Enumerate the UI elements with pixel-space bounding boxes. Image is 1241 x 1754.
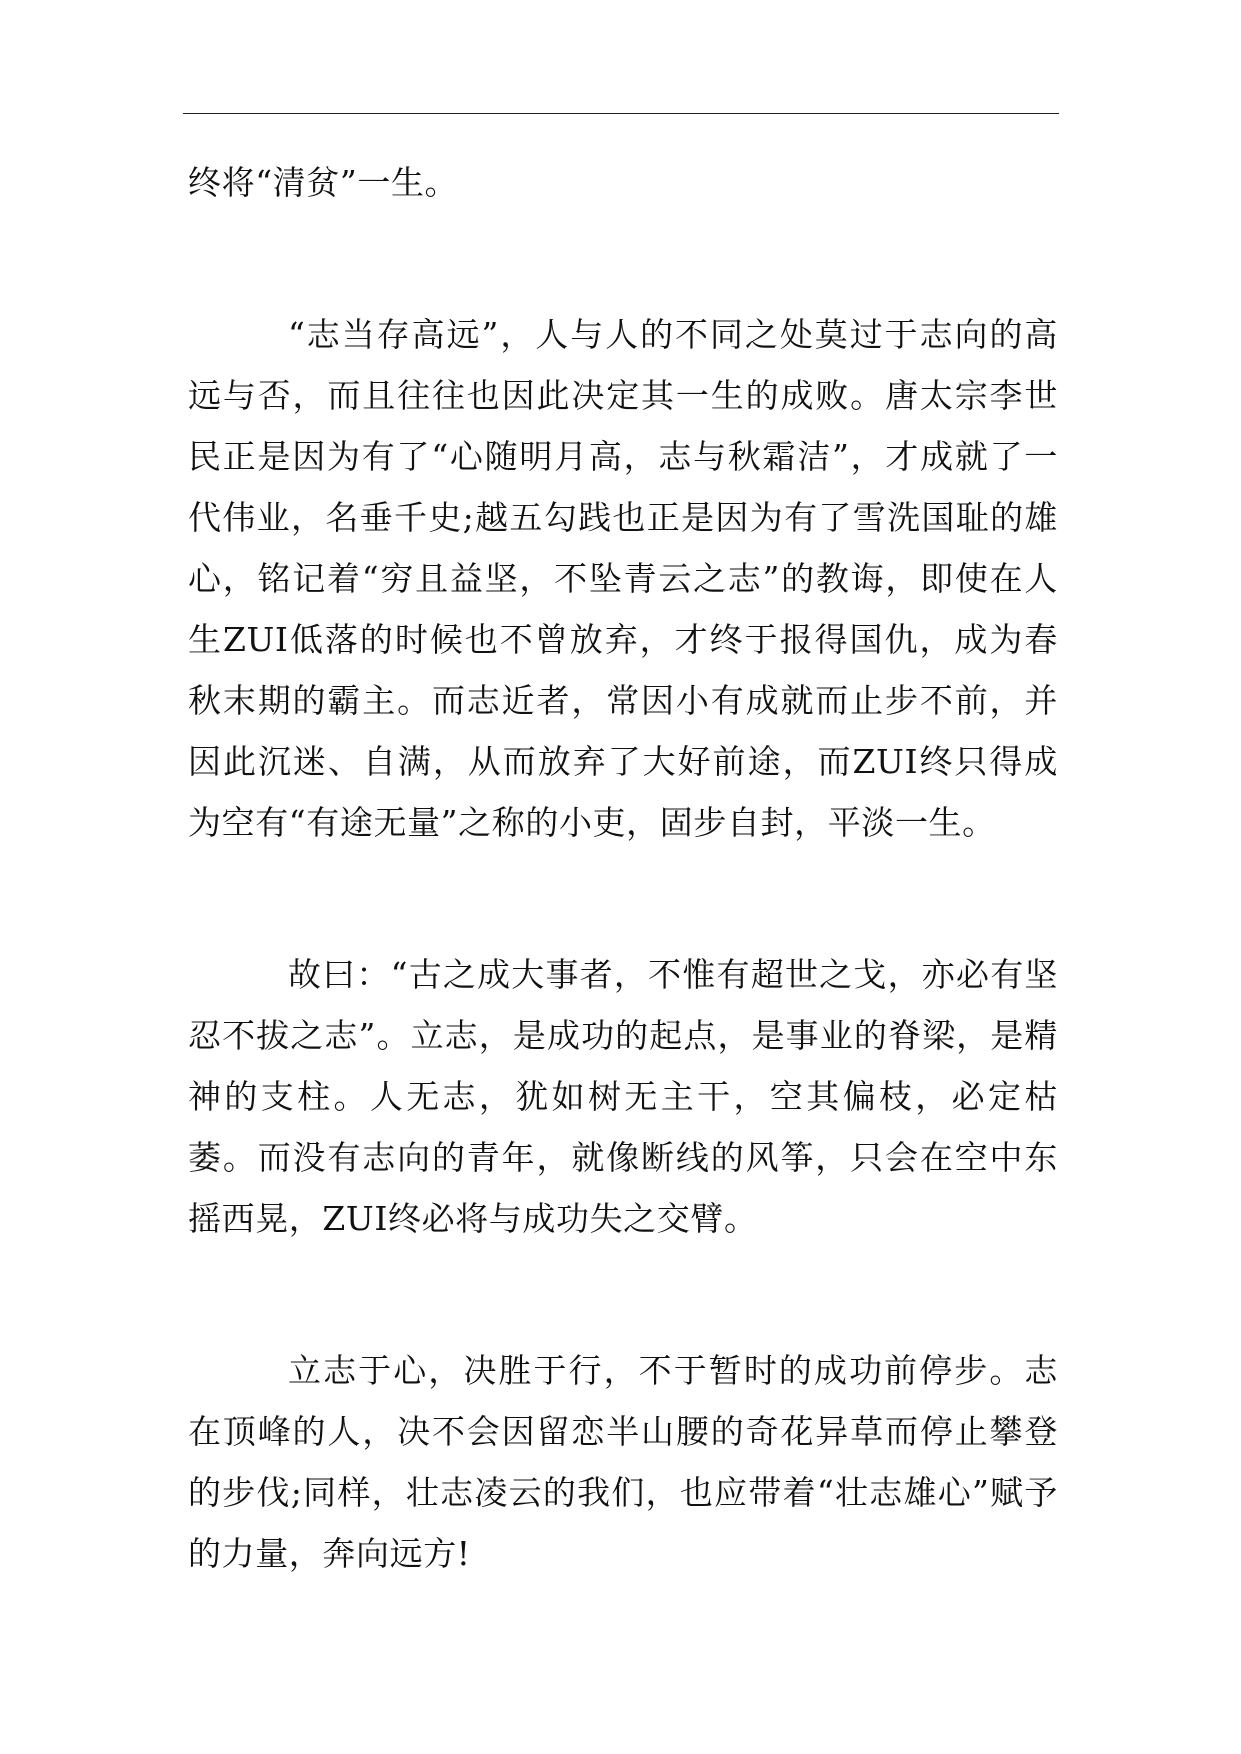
- paragraph-spacer: [188, 213, 1058, 304]
- paragraph-ambition: “志当存高远”，人与人的不同之处莫过于志向的高远与否，而且往往也因此决定其一生的成败。唐太宗李世民正是因为有了“心随明月高，志与秋霜洁”，才成就了一代伟业，名垂千史;越五勾践也正是因为有了雪洗国耻的雄心，铭记着“穷且益坚，不坠青云之志”的教诲，即使在人生ZUI低落的时候也不曾放弃，才终于报得国仇，成为春秋末期的霸主。而志近者，常因小有成就而止步不前，并因此沉迷、自满，从而放弃了大好前途，而ZUI终只得成为空有“有途无量”之称的小吏，固步自封，平淡一生。: [188, 315, 1058, 842]
- paragraph-resolve: 故曰：“古之成大事者，不惟有超世之戈，亦必有坚忍不拔之志”。立志，是成功的起点，是事业的脊梁，是精神的支柱。人无志，犹如树无主干，空其偏枝，必定枯萎。而没有志向的青年，就像断线的风筝，只会在空中东摇西晃，ZUI终必将与成功失之交臂。: [188, 955, 1058, 1238]
- paragraph-conclusion: 立志于心，决胜于行，不于暂时的成功前停步。志在顶峰的人，决不会因留恋半山腰的奇花异草而停止攀登的步伐;同样，壮志凌云的我们，也应带着“壮志雄心”赋予的力量，奔向远方!: [188, 1351, 1058, 1573]
- header-divider: [183, 113, 1059, 114]
- paragraph-continuation: 终将“清贫”一生。: [188, 163, 459, 202]
- paragraph-spacer: [188, 853, 1058, 944]
- document-body: [188, 152, 1058, 1584]
- paragraph-spacer: [188, 1249, 1058, 1340]
